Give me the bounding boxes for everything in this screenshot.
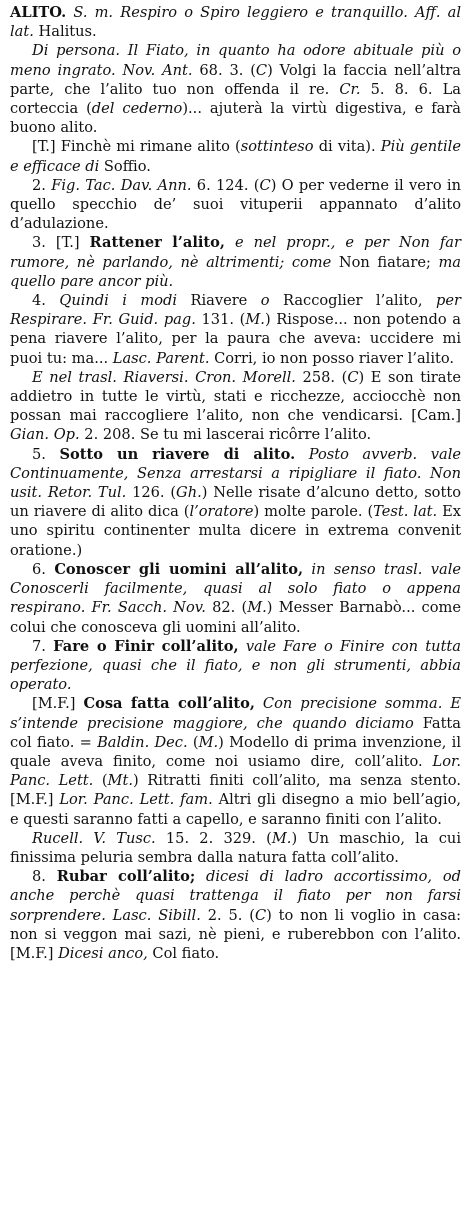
text-run: Raccoglier l’alito, — [269, 292, 436, 310]
italic-text: Gian. Op. — [10, 426, 80, 444]
text-run: 7. — [32, 637, 54, 655]
italic-text: ma quello pare ancor più. — [10, 253, 461, 290]
italic-text: sottinteso — [240, 138, 314, 156]
italic-text: C — [255, 61, 268, 79]
text-run: ( — [187, 733, 199, 751]
italic-text: Rucell. V. Tusc. — [32, 829, 156, 847]
bold-term: Rubar coll’alito; — [56, 868, 196, 886]
text-run: 82. ( — [205, 599, 248, 617]
text-run: 2. — [32, 176, 52, 194]
text-run: 3. [T.] — [32, 234, 90, 252]
text-run: Ex uno spiritu continenter multa dicere in extrema convenit oratione.) — [10, 503, 461, 559]
text-run: ) Modello di prima invenzione, il quale aveva finito, come noi usiamo dire, coll’alito. — [10, 733, 461, 770]
bold-term: Rattener l’alito, — [89, 234, 225, 252]
italic-text: e nel propr., e per Non far rumore, nè parlando, nè altrimenti; come — [10, 234, 461, 271]
italic-text: Fig. Tac. Dav. Ann. — [51, 176, 192, 194]
italic-text: per Respirare. Fr. Guid. pag. — [10, 292, 461, 329]
italic-text: Lor. Panc. Lett. — [10, 752, 461, 790]
italic-text: C — [347, 368, 359, 386]
italic-text: M. — [247, 599, 267, 617]
italic-text: Test. lat. — [373, 503, 438, 521]
bold-term: ALITO. — [10, 4, 67, 21]
text-run: ) Rispose... non potendo a pena riavere l’alito, per la paura che aveva: uccidere mi puoi tu: ma... — [10, 311, 461, 367]
dictionary-entry-alito — [10, 3, 461, 963]
italic-text: Mt. — [107, 772, 133, 790]
entry-paragraph-4 — [10, 233, 461, 291]
text-run: 6. 124. ( — [191, 176, 260, 194]
italic-text: Gh. — [176, 484, 202, 502]
text-run: ( — [93, 772, 108, 790]
text-run: di vita). — [313, 138, 381, 156]
entry-paragraph-9 — [10, 637, 461, 695]
italic-text: C — [259, 176, 271, 194]
entry-paragraph-5 — [10, 291, 461, 368]
text-run: 68. 3. ( — [192, 61, 256, 79]
italic-text: Baldin. Dec. — [97, 733, 188, 751]
italic-text: vale Fare o Finire con tutta perfezione, quasi che il fiato, e non gli strumenti, abbia operato. — [10, 637, 462, 694]
bold-term: Conoscer gli uomini all’alito, — [54, 560, 304, 578]
text-run: Fatta col fiato. = — [10, 714, 461, 751]
text-run: 15. 2. 329. ( — [155, 829, 272, 847]
text-run: ) Volgi la faccia nell’altra parte, che l’alito tuo non offenda il re. — [10, 61, 461, 98]
italic-text: Con precisione somma. E s’intende precisione maggiore, che quando diciamo — [10, 695, 461, 732]
text-run: ) Messer Barnabò... come colui che conosceva gli uomini all’alito. — [10, 599, 461, 636]
text-run: ) Ritratti finiti coll’alito, ma senza stento. [M.F.] — [10, 772, 461, 809]
text-run: [M.F.] — [32, 695, 84, 713]
text-run: Corri, io non posso riaver l’alito. — [209, 349, 455, 367]
text-run: ) O per vederne il vero in quello specchio de’ suoi vituperii appannato d’alito d’adulazione. — [10, 176, 461, 233]
entry-paragraph-10 — [10, 694, 461, 828]
text-run: ) molte parole. ( — [253, 503, 374, 521]
text-run: ) to non li voglio in casa: non si veggon mai sazi, nè pieni, e ruberebbon con l’alito. [M.F.] — [10, 906, 461, 962]
text-run: ) Un maschio, la cui finissima peluria sembra dalla natura fatta coll’alito. — [10, 829, 462, 866]
italic-text: M. — [198, 733, 219, 751]
text-run: Halitus. — [38, 23, 97, 41]
bold-term: Cosa fatta coll’alito, — [83, 695, 255, 713]
italic-text: Lor. Panc. Lett. fam. — [59, 791, 213, 809]
italic-text: Quindi i modi — [59, 292, 178, 310]
italic-text: M. — [271, 829, 292, 847]
text-run: 258. ( — [295, 368, 348, 386]
italic-text: Cr. — [339, 80, 361, 98]
text-run: ) E son tirate addietro in tutte le virtù, stati e ricchezze, acciocchè non possan mai raccogliere l’alito, non che vendicarsi. [Cam.] — [10, 368, 461, 425]
entry-paragraph-8 — [10, 560, 461, 637]
entry-paragraph-7 — [10, 445, 461, 560]
italic-text: Di persona. Il Fiato, in quanto ha odore abituale più o meno ingrato. Nov. Ant. — [10, 42, 461, 79]
text-run: Altri gli disegno a mio bell’agio, e questi saranno fatti a capello, e saranno finiti con l’alito. — [10, 791, 461, 828]
entry-paragraph-6 — [10, 368, 461, 445]
entry-paragraph-1 — [10, 41, 461, 137]
text-run: 2. 5. ( — [200, 906, 255, 924]
text-run: Riavere — [177, 292, 261, 310]
italic-text: Lasc. Parent. — [112, 349, 210, 367]
text-run: )... ajuterà la virtù digestiva, e farà buono alito. — [10, 100, 461, 137]
entry-paragraph-0 — [10, 3, 461, 41]
italic-text: M. — [245, 311, 265, 329]
text-run: 2. 208. Se tu mi lascerai ricôrre l’alito. — [79, 426, 372, 444]
text-run: Col fiato. — [147, 944, 220, 962]
bold-term: Fare o Finir coll’alito, — [53, 637, 239, 655]
text-run: 131. ( — [195, 311, 246, 329]
italic-text: S. m. Respiro o Spiro leggiero e tranquillo. Aff. al lat. — [10, 4, 461, 41]
italic-text: Dicesi anco, — [58, 944, 148, 962]
text-run: Non fiatare; — [331, 253, 439, 271]
italic-text: Più gentile e efficace di — [10, 138, 461, 175]
italic-text: Posto avverb. vale Continuamente, Senza arrestarsi a ripigliare il fiato. Non usit. Retor. Tul. — [10, 445, 461, 502]
italic-text: l’oratore — [189, 503, 254, 521]
bold-term: Sotto un riavere di alito. — [59, 445, 296, 463]
text-run: 5. — [32, 445, 60, 463]
text-run: [T.] Finchè mi rimane alito ( — [32, 138, 241, 156]
text-run: 8. — [32, 868, 57, 886]
entry-paragraph-2 — [10, 137, 461, 175]
entry-paragraph-3 — [10, 176, 461, 234]
italic-text: in senso trasl. vale Conoscerli facilmente, quasi al solo fiato o appena respirano. Fr. Sacch. Nov. — [10, 560, 462, 617]
text-run: 5. 8. 6. La corteccia ( — [10, 80, 461, 118]
entry-paragraph-12 — [10, 867, 461, 963]
text-run: 6. — [32, 560, 55, 578]
entry-paragraph-11 — [10, 829, 461, 867]
italic-text: C — [254, 906, 267, 924]
italic-text: dicesi di ladro accortissimo, od anche perchè quasi trattenga il fiato per non farsi sorprendere. Lasc. Sibill. — [10, 868, 461, 924]
italic-text: E nel trasl. Riaversi. Cron. Morell. — [32, 368, 296, 386]
text-run: ) Nelle risate d’alcuno detto, sotto un riavere di alito dica ( — [10, 484, 461, 521]
italic-text: del cederno — [91, 100, 183, 118]
italic-text: o — [260, 292, 270, 310]
text-run: Soffio. — [99, 157, 151, 175]
text-run: 126. ( — [126, 484, 177, 502]
text-run: 4. — [32, 292, 60, 310]
